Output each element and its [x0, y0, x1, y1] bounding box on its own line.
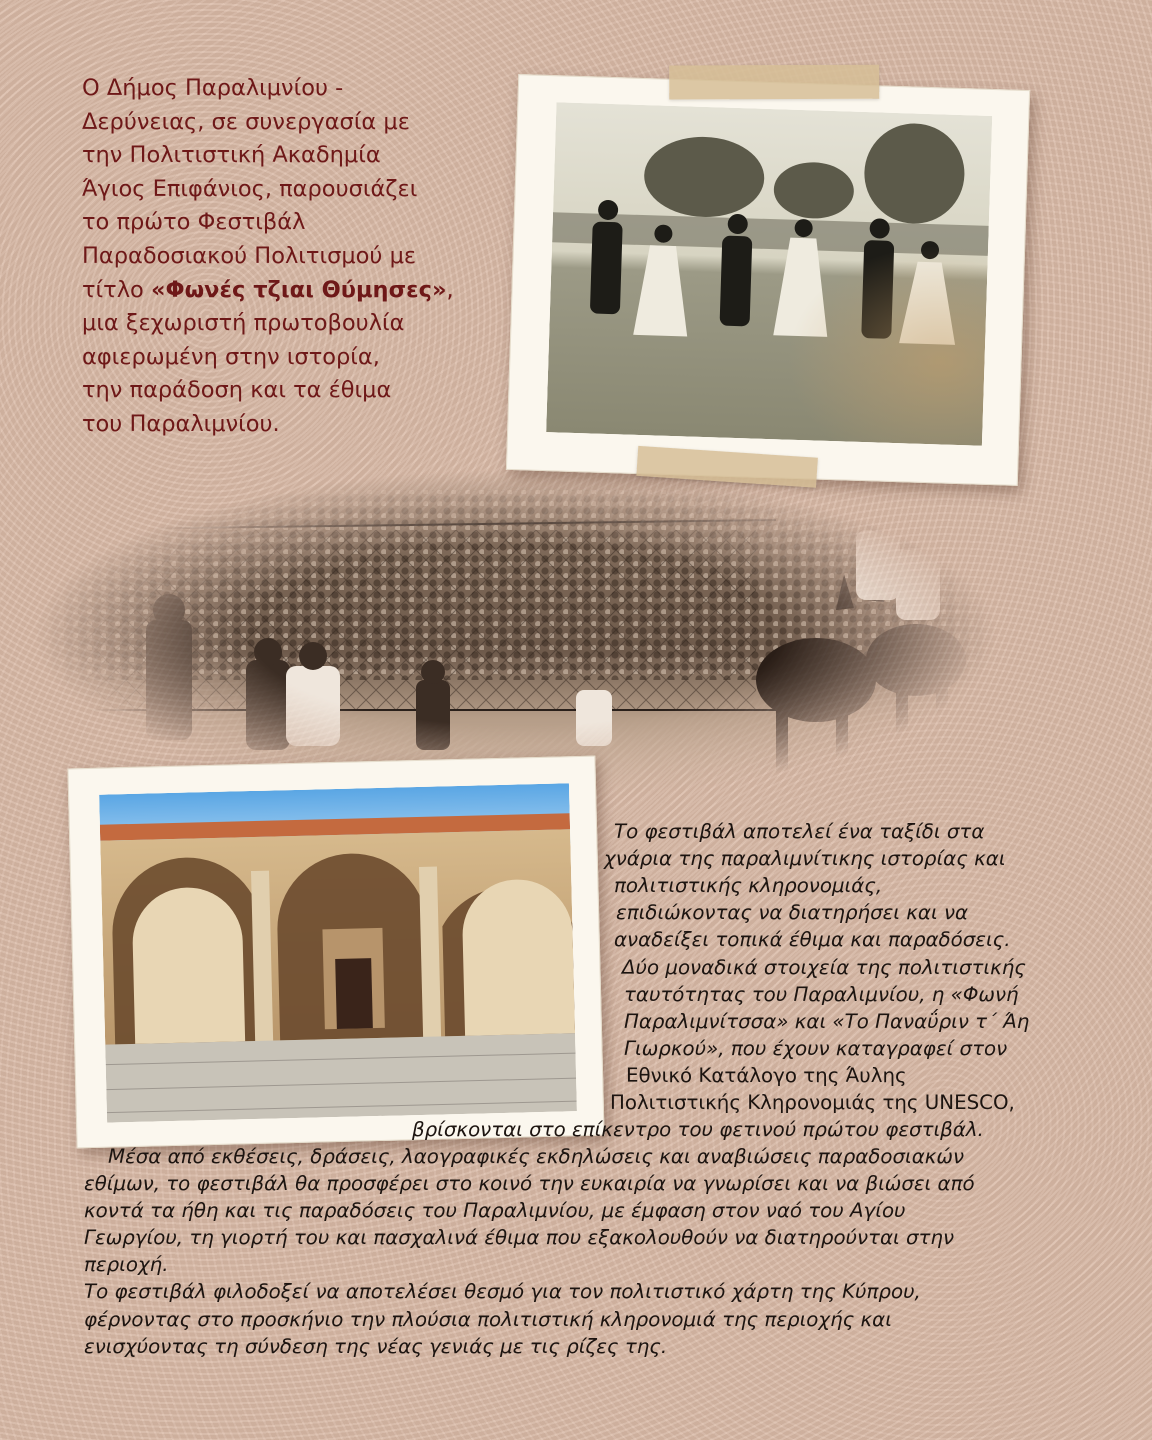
- body-line: Το φεστιβάλ φιλοδοξεί να αποτελέσει θεσμό για τον πολιτιστικό χάρτη της Κύπρου,: [84, 1280, 921, 1303]
- intro-line: Άγιος Επιφάνιος, παρουσιάζει: [82, 175, 418, 202]
- intro-line: μια ξεχωριστή πρωτοβουλία: [82, 310, 405, 337]
- body-line: περιοχή.: [84, 1253, 169, 1276]
- body-line: ταυτότητας του Παραλιμνίου, η «Φωνή: [624, 983, 1019, 1006]
- body-line: επιδιώκοντας να διατηρήσει και να: [616, 901, 969, 924]
- intro-line: Δερύνειας, σε συνεργασία με: [82, 108, 410, 135]
- title-suffix: ,: [446, 276, 454, 303]
- body-line: Δύο μοναδικά στοιχεία της πολιτιστικής: [622, 956, 1026, 979]
- body-line: Πολιτιστικής Κληρονομιάς της UNESCO,: [610, 1091, 1015, 1114]
- body-line: φέρνοντας στο προσκήνιο την πλούσια πολιτιστική κληρονομιά της περιοχής και: [84, 1308, 892, 1331]
- body-line: πολιτιστικής κληρονομιάς,: [614, 874, 883, 897]
- body-line: χνάρια της παραλιμνίτικης ιστορίας και: [604, 847, 1006, 870]
- body-line: βρίσκονται στο επίκεντρο του φετινού πρώτου φεστιβάλ.: [412, 1118, 984, 1141]
- intro-line: την Πολιτιστική Ακαδημία: [82, 142, 381, 169]
- intro-line: το πρώτο Φεστιβάλ: [82, 209, 306, 236]
- intro-line: Παραδοσιακού Πολιτισμού με: [82, 242, 417, 269]
- intro-line: αφιερωμένη στην ιστορία,: [82, 343, 380, 370]
- body-line: Γιωρκού», που έχουν καταγραφεί στον: [624, 1037, 1008, 1060]
- body-line: Μέσα από εκθέσεις, δράσεις, λαογραφικές εκδηλώσεις και αναβιώσεις παραδοσιακών: [108, 1145, 965, 1168]
- body-line: αναδείξει τοπικά έθιμα και παραδόσεις.: [614, 928, 1011, 951]
- festival-title: «Φωνές τζιαι Θύμησες»: [150, 276, 447, 303]
- intro-line: Ο Δήμος Παραλιμνίου -: [82, 75, 344, 101]
- intro-line: του Παραλιμνίου.: [82, 410, 280, 437]
- body-line: Το φεστιβάλ αποτελεί ένα ταξίδι στα: [614, 820, 985, 843]
- body-line: κοντά τα ήθη και τις παραδόσεις του Παραλιμνίου, με έμφαση στον ναό του Αγίου: [84, 1199, 906, 1222]
- body-line: Παραλιμνίτσσα» και «Το Παναΰριν τ΄ Άη: [624, 1010, 1030, 1033]
- body-line: ενισχύοντας τη σύνδεση της νέας γενιάς με τις ρίζες της.: [84, 1335, 668, 1358]
- body-line: Εθνικό Κατάλογο της Άυλης: [626, 1064, 907, 1087]
- intro-line: την παράδοση και τα έθιμα: [82, 377, 392, 404]
- body-line: εθίμων, το φεστιβάλ θα προσφέρει στο κοινό την ευκαιρία να γνωρίσει και να βιώσει από: [84, 1172, 975, 1195]
- title-prefix: τίτλο: [82, 276, 151, 303]
- body-line: Γεωργίου, τη γιορτή του και πασχαλινά έθιμα που εξακολουθούν να διατηρούνται στην: [84, 1226, 955, 1249]
